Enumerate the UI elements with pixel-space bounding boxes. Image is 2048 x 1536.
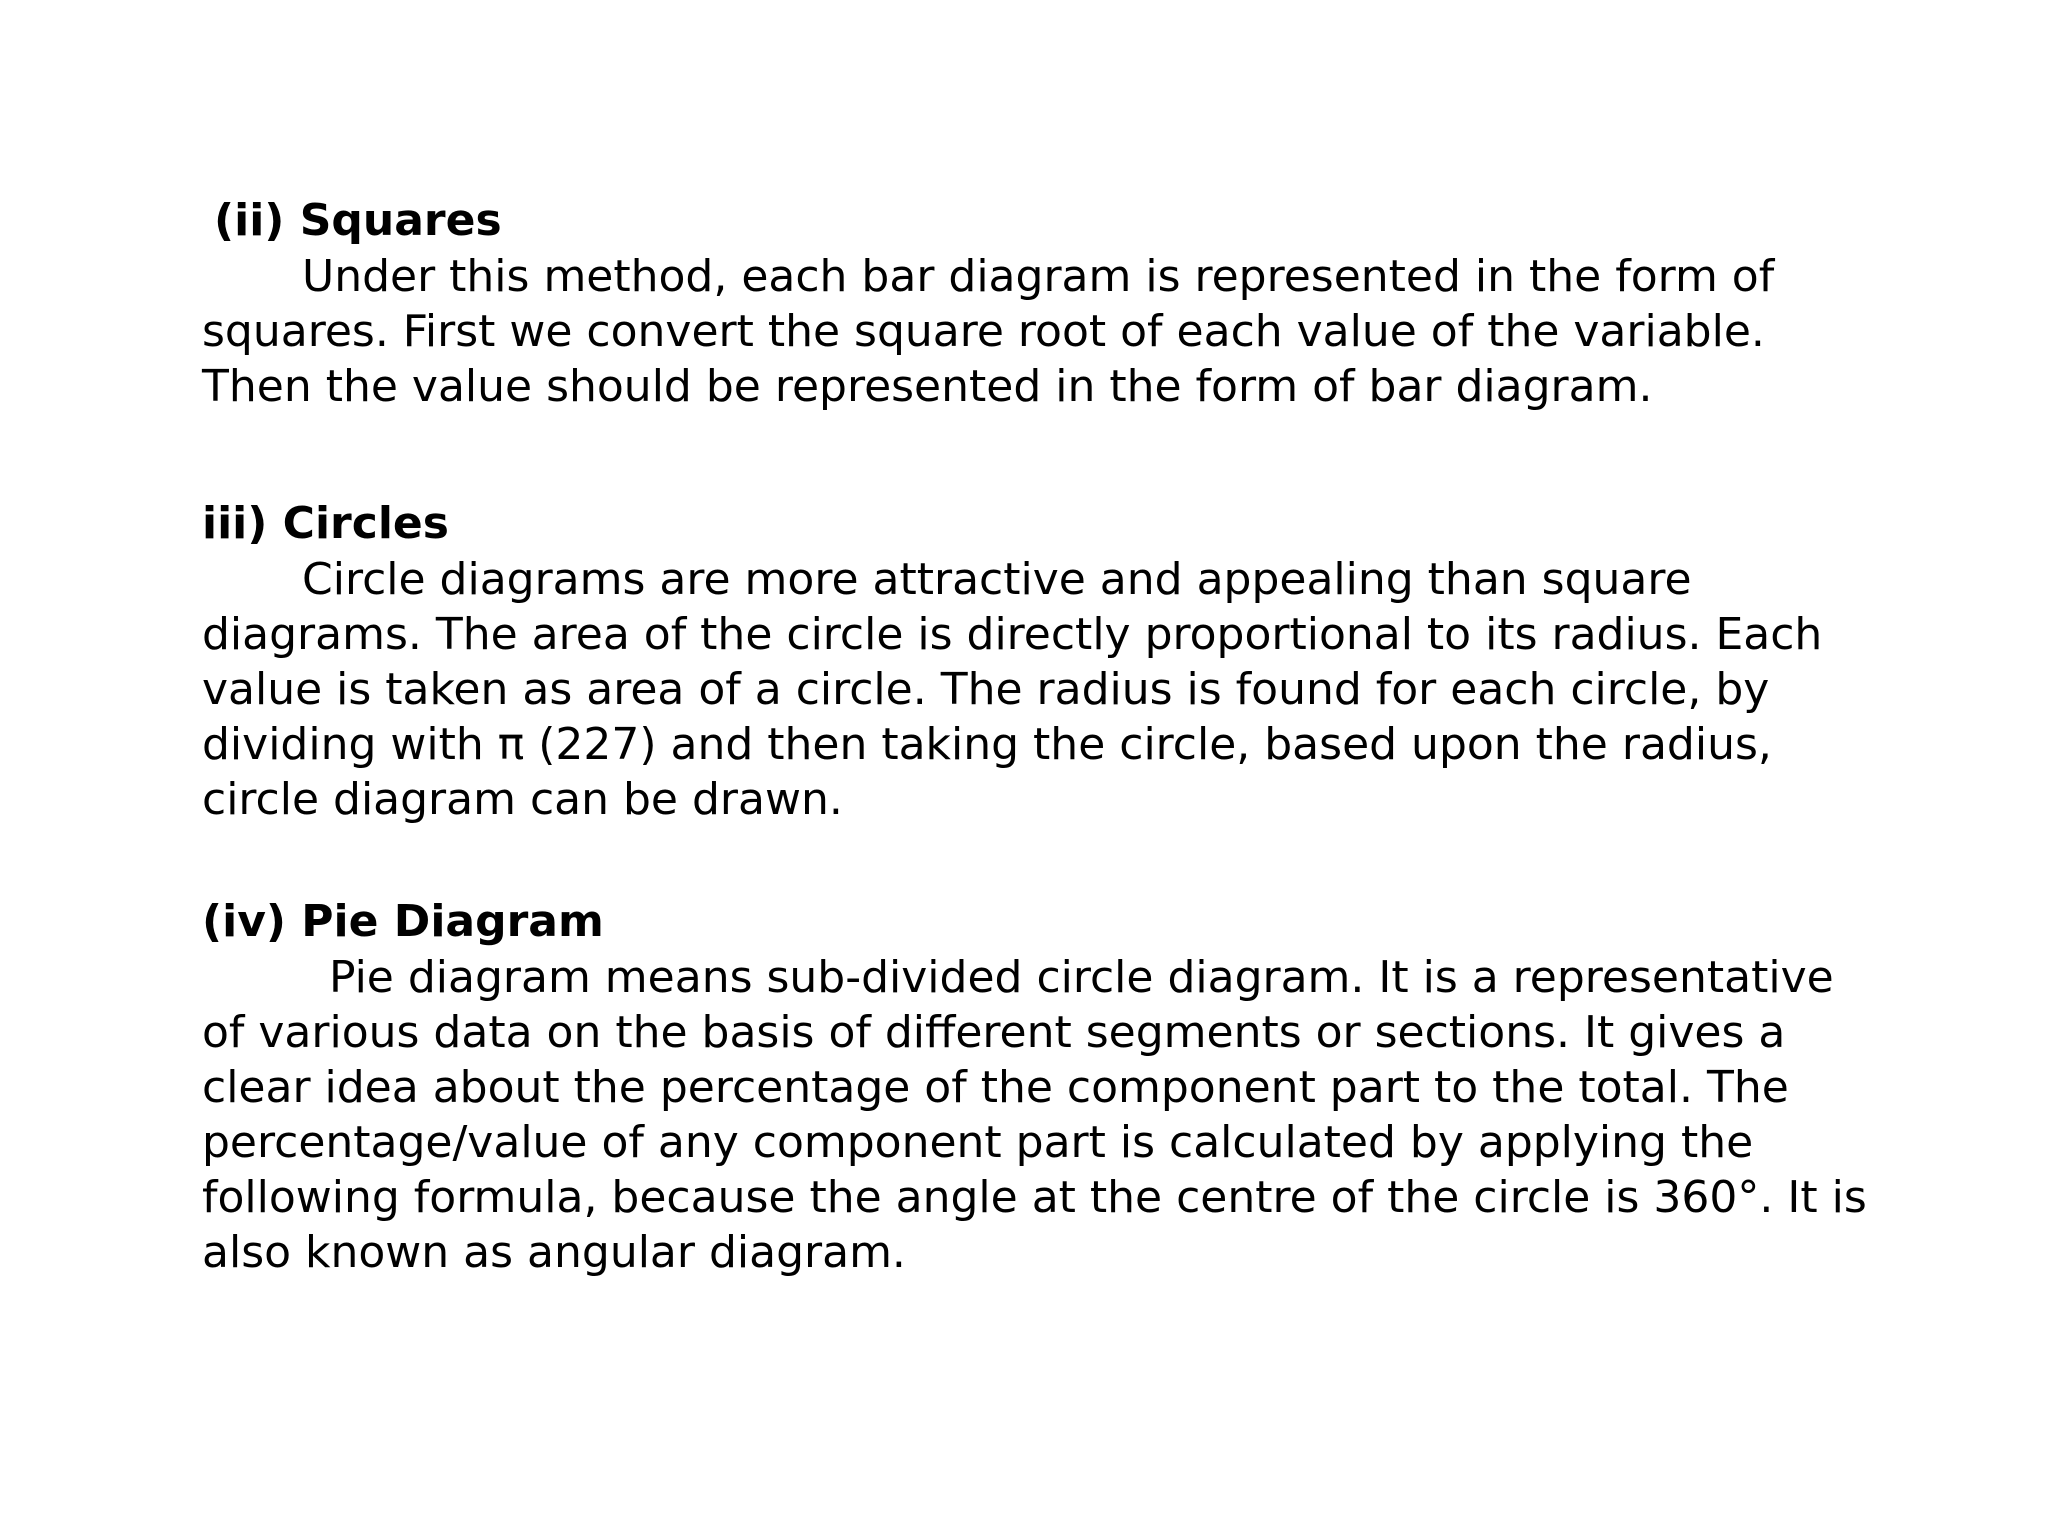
section-circles [202, 496, 1962, 827]
pie-diagram-heading: (iv) Pie Diagram [202, 896, 604, 947]
squares-paragraph: Under this method, each bar diagram is represented in the form of squares. First we convert the square root of each value of the variable. Then the value should be represented in the form of bar diagram. [202, 251, 1775, 412]
circles-paragraph: Circle diagrams are more attractive and appealing than square diagrams. The area of the circle is directly proportional to its radius. Each value is taken as area of a circle. The radius is found for each circle, by dividing with π (227) and then taking the circle, based upon the radius, circle diagram can be drawn. [202, 554, 1823, 825]
section-pie-diagram [202, 894, 1962, 1280]
section-squares [202, 193, 1962, 414]
squares-heading: (ii) Squares [214, 195, 502, 246]
circles-heading: iii) Circles [202, 498, 449, 549]
pie-diagram-paragraph: Pie diagram means sub-divided circle diagram. It is a representative of various data on the basis of different segments or sections. It gives a clear idea about the percentage of the component part to the total. The percentage/value of any component part is calculated by applying the following formula, because the angle at the centre of the circle is 360°. It is also known as angular diagram. [202, 952, 1867, 1278]
